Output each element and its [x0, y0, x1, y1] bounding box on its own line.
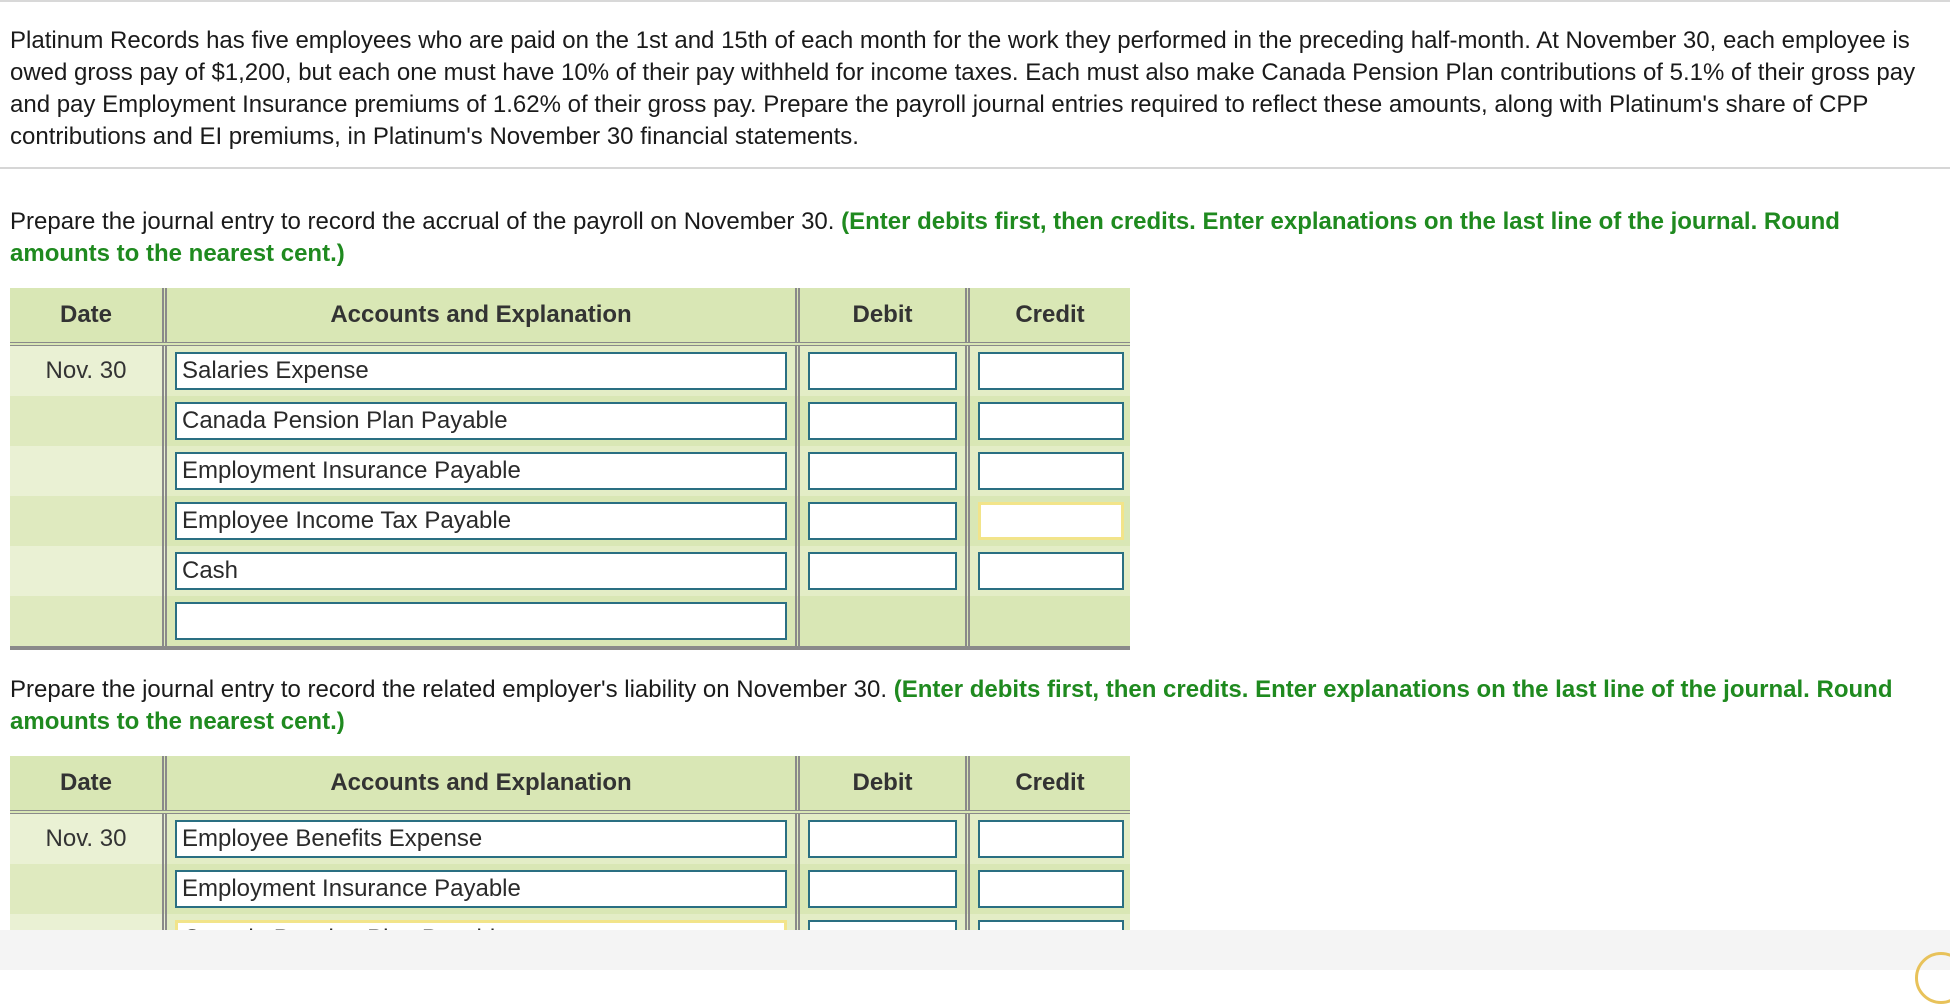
section-divider	[0, 167, 1950, 169]
bottom-shade	[0, 930, 1950, 970]
part1-note: (Enter debits first, then credits. Enter explanations on the last line of the journal. Round amounts to the nearest cent.)	[10, 208, 1840, 267]
header-credit: Credit	[1015, 769, 1085, 796]
debit-input[interactable]	[808, 452, 957, 490]
credit-input[interactable]	[978, 820, 1124, 858]
date-cell-empty	[10, 864, 167, 914]
journal-row	[10, 346, 1130, 396]
account-input[interactable]	[175, 870, 787, 908]
header-debit: Debit	[800, 288, 970, 342]
credit-input[interactable]	[978, 870, 1124, 908]
entry-date: Nov. 30	[10, 814, 167, 864]
credit-input[interactable]	[978, 452, 1124, 490]
account-input[interactable]	[175, 552, 787, 590]
top-rule	[0, 0, 1950, 2]
header-accounts: Accounts and Explanation	[167, 756, 800, 810]
debit-input[interactable]	[808, 352, 957, 390]
journal-row	[10, 496, 1130, 546]
debit-input[interactable]	[808, 552, 957, 590]
part2-instructions	[10, 674, 1935, 738]
date-cell-empty	[10, 446, 167, 496]
debit-input[interactable]	[808, 502, 957, 540]
journal-row-explanation	[10, 596, 1130, 646]
debit-input[interactable]	[808, 402, 957, 440]
part2-note: (Enter debits first, then credits. Enter explanations on the last line of the journal. Round amounts to the nearest cent.)	[10, 676, 1893, 735]
account-input[interactable]	[175, 502, 787, 540]
account-input[interactable]	[175, 452, 787, 490]
date-cell-empty	[10, 596, 167, 646]
account-input[interactable]	[175, 402, 787, 440]
journal-row	[10, 814, 1130, 864]
account-input[interactable]	[175, 352, 787, 390]
journal-table-accrual	[10, 288, 1130, 651]
journal-row	[10, 446, 1130, 496]
credit-input[interactable]	[978, 352, 1124, 390]
credit-cell-empty	[970, 596, 1130, 646]
journal-footer-rule	[10, 646, 1130, 650]
date-cell-empty	[10, 546, 167, 596]
journal-row	[10, 864, 1130, 914]
entry-date: Nov. 30	[10, 346, 167, 396]
account-input[interactable]	[175, 820, 787, 858]
debit-input[interactable]	[808, 870, 957, 908]
header-credit: Credit	[1015, 301, 1085, 328]
credit-input-focused[interactable]	[978, 502, 1124, 540]
date-cell-empty	[10, 496, 167, 546]
journal-header	[10, 756, 1130, 814]
debit-cell-empty	[800, 596, 970, 646]
header-accounts: Accounts and Explanation	[167, 288, 800, 342]
debit-input[interactable]	[808, 820, 957, 858]
journal-row	[10, 396, 1130, 446]
part1-instructions	[10, 206, 1935, 270]
credit-input[interactable]	[978, 402, 1124, 440]
header-date: Date	[10, 288, 167, 342]
header-debit: Debit	[800, 756, 970, 810]
journal-row	[10, 546, 1130, 596]
problem-text: Platinum Records has five employees who are paid on the 1st and 15th of each month for the work they performed in the preceding half-month. At November 30, each employee is owed gross pay of $1,200, but each one must have 10% of their pay withheld for income taxes. Each must also make Canada Pension Plan contributions of 5.1% of their gross pay and pay Employment Insurance premiums of 1.62% of their gross pay. Prepare the payroll journal entries required to reflect these amounts, along with Platinum's share of CPP contributions and EI premiums, in Platinum's November 30 financial statements.	[10, 27, 1916, 150]
header-date: Date	[10, 756, 167, 810]
journal-table-employer	[10, 756, 1130, 932]
date-cell-empty	[10, 396, 167, 446]
journal-header	[10, 288, 1130, 346]
part1-prompt: Prepare the journal entry to record the accrual of the payroll on November 30.	[10, 208, 835, 235]
credit-input[interactable]	[978, 552, 1124, 590]
explanation-input[interactable]	[175, 602, 787, 640]
part2-prompt: Prepare the journal entry to record the related employer's liability on November 30.	[10, 676, 888, 703]
